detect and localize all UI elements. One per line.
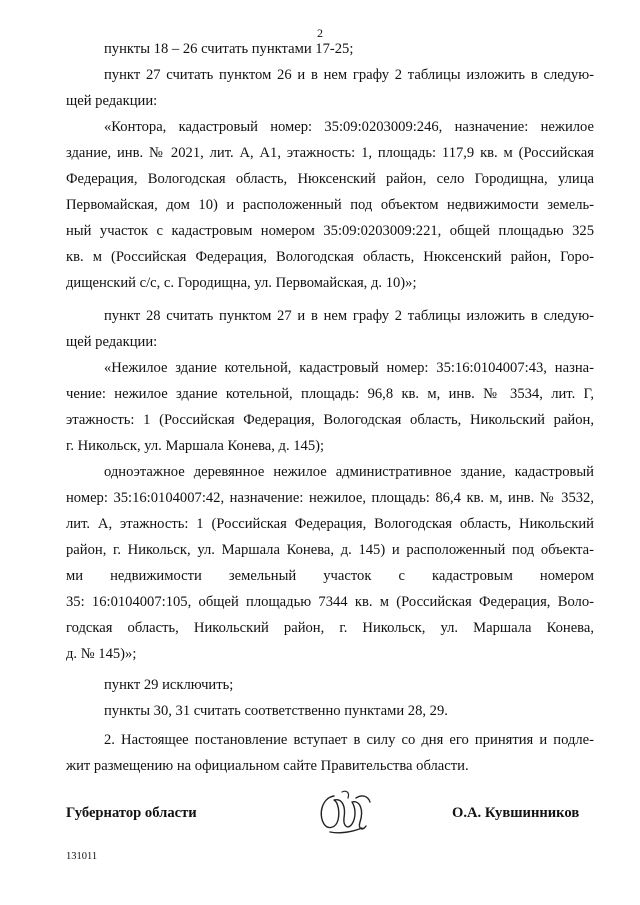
signatory-name: О.А. Кувшинников: [452, 805, 580, 821]
text-line: щей редакции:: [66, 334, 158, 350]
text-line: д. № 145)»;: [66, 646, 137, 662]
text-line: кв. м (Российская Федерация, Вологодская область, Нюксенский район, Горо-: [66, 249, 594, 265]
text-line: дищенский с/с, с. Городищна, ул. Первомайская, д. 10)»;: [66, 275, 417, 291]
text-line: пункт 29 исключить;: [104, 677, 234, 693]
page-number: 2: [317, 26, 323, 40]
text-line: 35: 16:0104007:105, общей площадью 7344 кв. м (Российская Федерация, Воло-: [66, 594, 594, 610]
text-line: жит размещению на официальном сайте Правительства области.: [66, 758, 469, 774]
text-line: одноэтажное деревянное нежилое административное здание, кадастровый: [104, 464, 594, 480]
text-line: Первомайская, дом 10) и расположенный под объектом недвижимости земель-: [66, 197, 594, 213]
text-line: пункт 27 считать пунктом 26 и в нем графу 2 таблицы изложить в следую-: [104, 67, 594, 83]
text-line: щей редакции:: [66, 93, 158, 109]
text-line: чение: нежилое здание котельной, площадь: 96,8 кв. м, инв. № 3534, лит. Г,: [66, 386, 594, 402]
text-line: номер: 35:16:0104007:42, назначение: нежилое, площадь: 86,4 кв. м, инв. № 3532,: [66, 490, 594, 506]
text-line: ный участок с кадастровым номером 35:09:0203009:221, общей площадью 325: [66, 223, 594, 239]
text-line: лит. А, этажность: 1 (Российская Федерация, Вологодская область, Никольский: [66, 516, 594, 532]
text-line: «Контора, кадастровый номер: 35:09:0203009:246, назначение: нежилое: [104, 119, 594, 135]
text-line: пункты 18 – 26 считать пунктами 17-25;: [104, 41, 354, 57]
text-line: пункт 28 считать пунктом 27 и в нем графу 2 таблицы изложить в следую-: [104, 308, 594, 324]
text-line: 2. Настоящее постановление вступает в силу со дня его принятия и подле-: [104, 732, 594, 748]
text-line: пункты 30, 31 считать соответственно пунктами 28, 29.: [104, 703, 448, 719]
text-line: Федерация, Вологодская область, Нюксенский район, село Городищна, улица: [66, 171, 594, 187]
text-line: здание, инв. № 2021, лит. А, А1, этажность: 1, площадь: 117,9 кв. м (Российская: [66, 145, 594, 161]
text-line: район, г. Никольск, ул. Маршала Конева, д. 145) и расположенный под объекта-: [66, 542, 594, 558]
text-line: годская область, Никольский район, г. Никольск, ул. Маршала Конева,: [66, 620, 594, 636]
text-line: ми недвижимости земельный участок с кадастровым номером: [66, 568, 594, 584]
signatory-position: Губернатор области: [66, 805, 197, 821]
text-line: этажность: 1 (Российская Федерация, Вологодская область, Никольский район,: [66, 412, 594, 428]
text-line: «Нежилое здание котельной, кадастровый номер: 35:16:0104007:43, назна-: [104, 360, 594, 376]
handwritten-signature: [312, 788, 374, 838]
document-code: 131011: [66, 851, 98, 862]
text-line: г. Никольск, ул. Маршала Конева, д. 145);: [66, 438, 325, 454]
